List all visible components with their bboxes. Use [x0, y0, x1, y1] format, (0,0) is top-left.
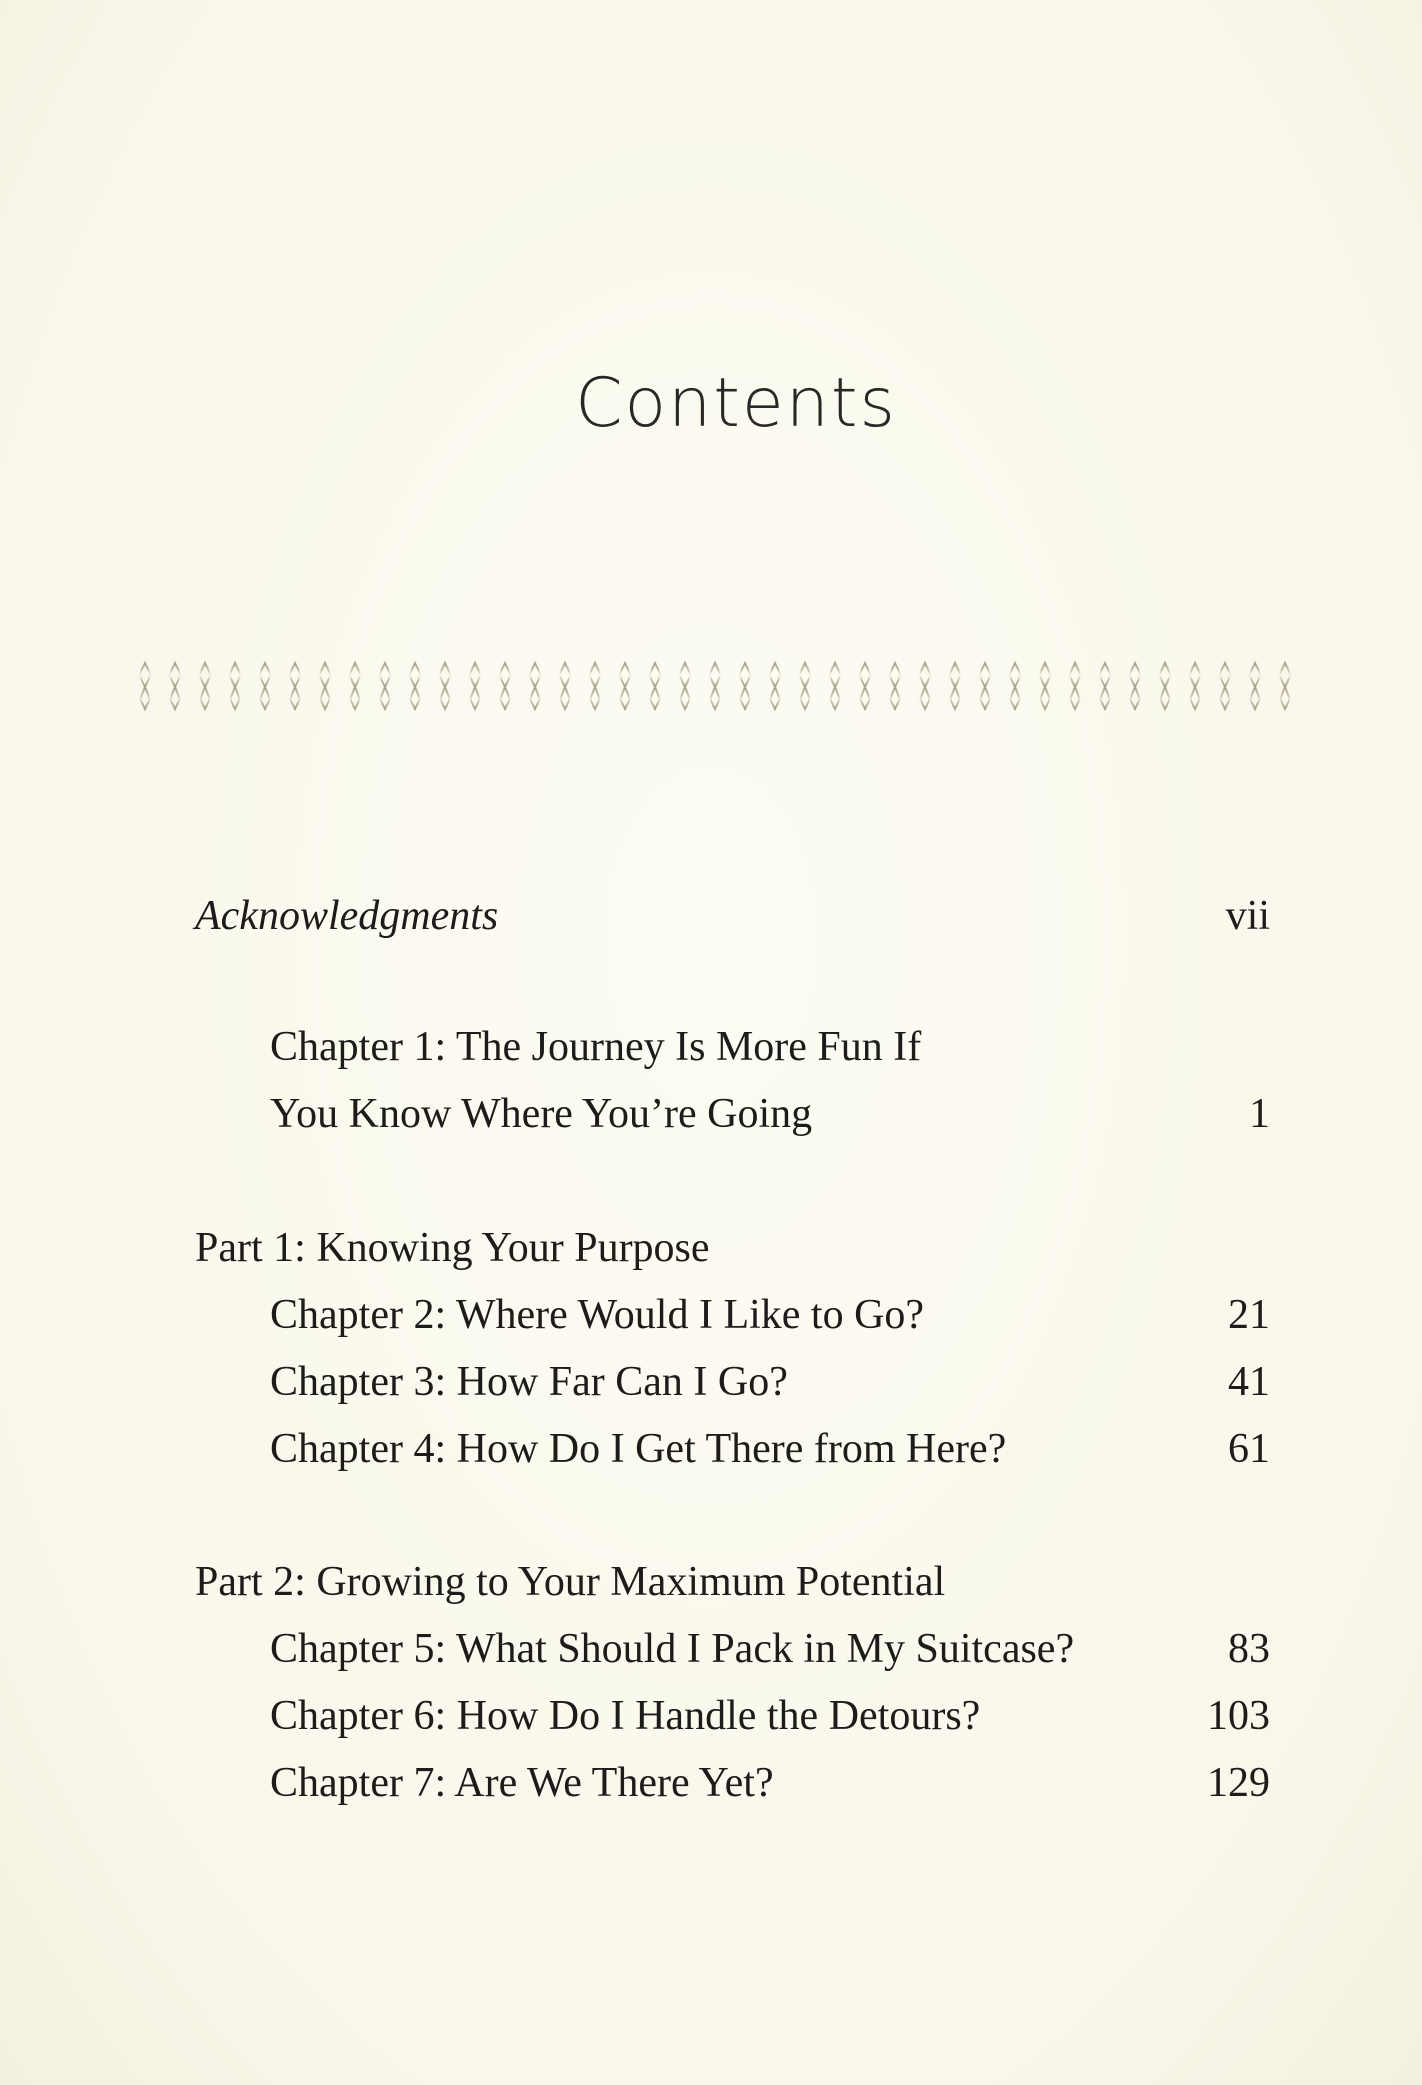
toc-entry-acknowledgments: Acknowledgments [195, 893, 499, 939]
ornament-motif [169, 663, 181, 709]
ornament-motif [679, 663, 691, 709]
ornament-motif [1129, 663, 1141, 709]
toc-page-chapter-1: 1 [1249, 1091, 1270, 1137]
toc-entry-chapter-5: Chapter 5: What Should I Pack in My Suitcase? [270, 1626, 1075, 1672]
ornament-motif [799, 663, 811, 709]
toc-page-acknowledgments: vii [1225, 893, 1270, 939]
toc-entry-chapter-6: Chapter 6: How Do I Handle the Detours? [270, 1693, 981, 1739]
ornament-motif [919, 663, 931, 709]
ornament-motif [1219, 663, 1231, 709]
ornament-motif [469, 663, 481, 709]
ornament-motif [499, 663, 511, 709]
ornament-motif [1279, 663, 1291, 709]
ornament-motif [349, 663, 361, 709]
ornament-motif [319, 663, 331, 709]
ornament-motif [529, 663, 541, 709]
ornament-motif [559, 663, 571, 709]
toc-part-2: Part 2: Growing to Your Maximum Potential [195, 1559, 946, 1605]
toc-entry-chapter-2: Chapter 2: Where Would I Like to Go? [270, 1292, 925, 1338]
ornament-motif [949, 663, 961, 709]
ornament-motif [619, 663, 631, 709]
ornament-motif [1069, 663, 1081, 709]
toc-page-chapter-6: 103 [1207, 1693, 1270, 1739]
toc-part-1: Part 1: Knowing Your Purpose [195, 1225, 710, 1271]
ornament-motif [379, 663, 391, 709]
toc-entry-chapter-7: Chapter 7: Are We There Yet? [270, 1760, 774, 1806]
ornament-motif [859, 663, 871, 709]
page-title: Contents [575, 364, 897, 443]
ornament-motif [1249, 663, 1261, 709]
ornament-motif [769, 663, 781, 709]
ornament-motif [199, 663, 211, 709]
toc-entry-chapter-1-line-2: You Know Where You’re Going [270, 1091, 813, 1137]
ornament-motif [1039, 663, 1051, 709]
ornament-motif [439, 663, 451, 709]
ornament-motif [829, 663, 841, 709]
ornament-motif [649, 663, 661, 709]
ornament-motif [229, 663, 241, 709]
ornament-motif [1009, 663, 1021, 709]
ornament-motif [289, 663, 301, 709]
toc-page-chapter-3: 41 [1228, 1359, 1270, 1405]
ornament-motif [979, 663, 991, 709]
ornament-motif [1189, 663, 1201, 709]
ornament-motif [1159, 663, 1171, 709]
toc-page-chapter-5: 83 [1228, 1626, 1270, 1672]
decorative-divider [130, 655, 1300, 715]
ornament-motif [889, 663, 901, 709]
ornament-motif [259, 663, 271, 709]
ornament-motif [589, 663, 601, 709]
ornament-motif [739, 663, 751, 709]
toc-page-chapter-7: 129 [1207, 1760, 1270, 1806]
ornament-motif [709, 663, 721, 709]
ornament-motif [1099, 663, 1111, 709]
ornament-motif [139, 663, 151, 709]
toc-entry-chapter-3: Chapter 3: How Far Can I Go? [270, 1359, 788, 1405]
toc-page-chapter-4: 61 [1228, 1426, 1270, 1472]
toc-entry-chapter-1-line-1: Chapter 1: The Journey Is More Fun If [270, 1024, 922, 1070]
ornament-motif [409, 663, 421, 709]
toc-entry-chapter-4: Chapter 4: How Do I Get There from Here? [270, 1426, 1007, 1472]
toc-page-chapter-2: 21 [1228, 1292, 1270, 1338]
